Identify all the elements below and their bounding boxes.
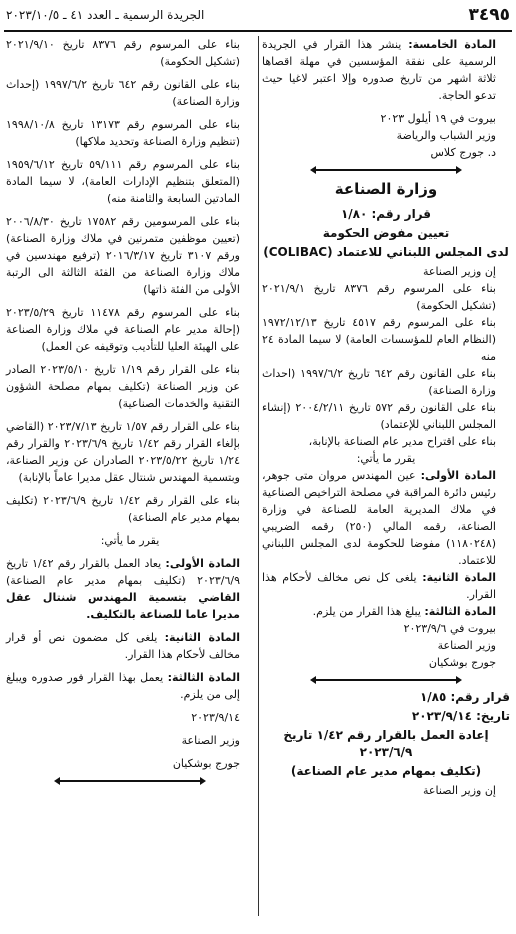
page-header: [6, 4, 510, 26]
recital: بناء على المرسومين رقم ١٧٥٨٢ تاريخ ٢٠٠٦/٨/٣٠ (تعيين موظفين متمرنين في ملاك وزارة الصناعة) ورقم ٣١٠٧ تاريخ ٢٠١٦/٣/١٧ (ترفيع مهندسين في ملاك وزارة الصناعة من الفئة الثالثة الى الرتبة الأولى من الفئة ذاتها): [6, 215, 240, 296]
article-five: [262, 36, 510, 104]
recital: بناء على اقتراح مدير عام الصناعة بالإنابة،: [308, 435, 496, 448]
article-text: عين المهندس مروان متى جوهر، رئيس دائرة المراقبة في مصلحة التراخيص الصناعية في ملاك المديرية العامة للصناعة في وزارة الصناعة، رقمه المالي (٢٥٠) رقمه الضريبي (١١٨٠٢٤٨) مفوضا للحكومة لدى المجلس اللبناني للاعتماد.: [262, 469, 496, 567]
decision-intro: إن وزير الصناعة: [423, 265, 496, 278]
recital: بناء على المرسوم رقم ٥٩/١١١ تاريخ ١٩٥٩/٦/١٢ (المتعلق بتنظيم الإدارات العامة)، لا سيما المادة المادتين السابعة والثامنة منه): [6, 158, 240, 205]
recital: بناء على المرسوم رقم ١١٤٧٨ تاريخ ٢٠٢٣/٥/٢٩ (إحالة مدير عام الصناعة في ملاك وزارة الصناعة على الهيئة العليا للتأديب وتوقيفه عن العمل): [6, 306, 240, 353]
article-two: [6, 629, 254, 663]
article-label: المادة الثانية:: [164, 631, 240, 644]
signer-name: جورج بوشكيان: [428, 656, 496, 669]
recital: بناء على القانون رقم ٥٧٢ تاريخ ٢٠٠٤/٢/١١ (إنشاء المجلس اللبناني للإعتماد): [262, 401, 496, 431]
article-text: يبلغ هذا القرار من يلزم.: [312, 605, 421, 618]
right-column: [262, 36, 510, 805]
decision-date: تاريخ: ٢٠٢٣/٩/١٤: [411, 709, 510, 723]
decision-number: قرار رقم: ١/٨٥: [419, 690, 510, 704]
recital: بناء على القرار رقم ١/٥٧ تاريخ ٢٠٢٣/٧/١٣ (القاضي بإلغاء القرار رقم ١/٤٢ تاريخ ٢٠٢٣/٦/٩ والقرار رقم ١/٢٤ تاريخ ٢٠٢٣/٥/٢٢ الصادران عن وزير الصناعة، وبتسمية المهندس شنتال عقل مديرا عاماً بالإنابة): [6, 420, 240, 484]
signer-name: جورج بوشكيان: [172, 757, 240, 770]
decision-intro: إن وزير الصناعة: [423, 784, 496, 797]
header-rule: [4, 30, 512, 32]
article-text: يلغى كل مضمون نص أو قرار مخالف لأحكام هذا القرار.: [6, 631, 240, 661]
article-two: [262, 569, 510, 603]
decision-subject-2: (تكليف بمهام مدير عام الصناعة): [290, 764, 482, 778]
article-one: [262, 467, 510, 569]
article-label: المادة الأولى:: [420, 469, 496, 482]
ministry-title: وزارة الصناعة: [334, 180, 438, 198]
page-number: ٣٤٩٥: [468, 5, 510, 25]
article-text: يعاد العمل بالقرار رقم ١/٤٢ تاريخ ٢٠٢٣/٦/٩ (تكليف بمهام مدير عام الصناعة): [6, 557, 240, 587]
left-column: [6, 36, 254, 790]
decision-subject-2: لدى المجلس اللبناني للاعتماد (COLIBAC): [263, 245, 509, 259]
decides-heading: يقرر ما يأتي:: [100, 534, 160, 547]
article-text: ينشر هذا القرار في الجريدة الرسمية على نفقة المؤسسين في مهلة اقصاها ثلاثة اشهر من تاريخ صدوره وإلا اعتبر لاغيا حيث تدعو الحاجة.: [262, 38, 496, 102]
decides-heading: يقرر ما يأتي:: [356, 452, 416, 465]
recital: بناء على المرسوم رقم ١٣١٧٣ تاريخ ١٩٩٨/١٠/٨ (تنظيم وزارة الصناعة وتحديد ملاكها): [6, 118, 240, 148]
recital: بناء على القرار رقم ١/١٩ تاريخ ٢٠٢٣/٥/١٠ الصادر عن وزير الصناعة (تكليف بمهام مصلحة الشؤون التقنية والخدمات الصناعية): [6, 363, 240, 410]
article-one: [6, 555, 254, 623]
recital: بناء على القانون رقم ٦٤٢ تاريخ ١٩٩٧/٦/٢ (إحداث وزارة الصناعة): [6, 78, 240, 108]
recital: بناء على القرار رقم ١/٤٢ تاريخ ٢٠٢٣/٦/٩ (تكليف بمهام مدير عام الصناعة): [6, 494, 240, 524]
article-label: المادة الثانية:: [422, 571, 496, 584]
article-three: [6, 669, 254, 703]
article-three: [262, 603, 510, 620]
article-label: المادة الخامسة:: [408, 38, 496, 51]
decision-subject: تعيين مفوض الحكومة: [322, 226, 450, 240]
decision-date: ٢٠٢٣/٩/١٤: [191, 711, 240, 724]
column-divider: [258, 36, 259, 916]
recital: بناء على المرسوم رقم ٨٣٧٦ تاريخ ٢٠٢١/٩/١ (تشكيل الحكومة): [262, 282, 496, 312]
recital: بناء على المرسوم رقم ٤٥١٧ تاريخ ١٩٧٢/١٢/١٣ (النظام العام للمؤسسات العامة) لا سيما المادة ٢٤ منه: [262, 316, 496, 363]
minister-title: وزير الصناعة: [181, 734, 240, 747]
recital: بناء على القانون رقم ٦٤٢ تاريخ ١٩٩٧/٦/٢ (احداث وزارة الصناعة): [262, 367, 496, 397]
signer-name: د. جورج كلاس: [430, 146, 496, 159]
article-label: المادة الثالثة:: [167, 671, 241, 684]
issue-info: الجريدة الرسمية ـ العدد ٤١ ـ ٢٠٢٣/١٠/٥: [6, 8, 205, 22]
article-bold-text: القاضي بتسمية المهندس شنتال عقل مديرا عاما للصناعة بالتكليف.: [6, 591, 240, 621]
article-text: يلغى كل نص مخالف لأحكام هذا القرار.: [262, 571, 496, 601]
decision-subject: إعادة العمل بالقرار رقم ١/٤٢ تاريخ ٢٠٢٣/٦/٩: [283, 728, 489, 759]
article-text: يعمل بهذا القرار فور صدوره ويبلغ إلى من يلزم.: [6, 671, 240, 701]
section-rule: [262, 679, 510, 681]
place-date: بيروت في ٢٠٢٣/٩/٦: [403, 622, 496, 635]
minister-title: وزير الشباب والرياضة: [396, 129, 496, 142]
place-date: بيروت في ١٩ أيلول ٢٠٢٣: [380, 112, 496, 125]
decision-number: قرار رقم: ١/٨٠: [340, 207, 432, 221]
article-label: المادة الثالثة:: [424, 605, 496, 618]
minister-title: وزير الصناعة: [437, 639, 496, 652]
recital: بناء على المرسوم رقم ٨٣٧٦ تاريخ ٢٠٢١/٩/١٠ (تشكيل الحكومة): [6, 38, 240, 68]
article-label: المادة الأولى:: [165, 557, 240, 570]
section-rule: [6, 780, 254, 782]
section-rule: [262, 169, 510, 171]
